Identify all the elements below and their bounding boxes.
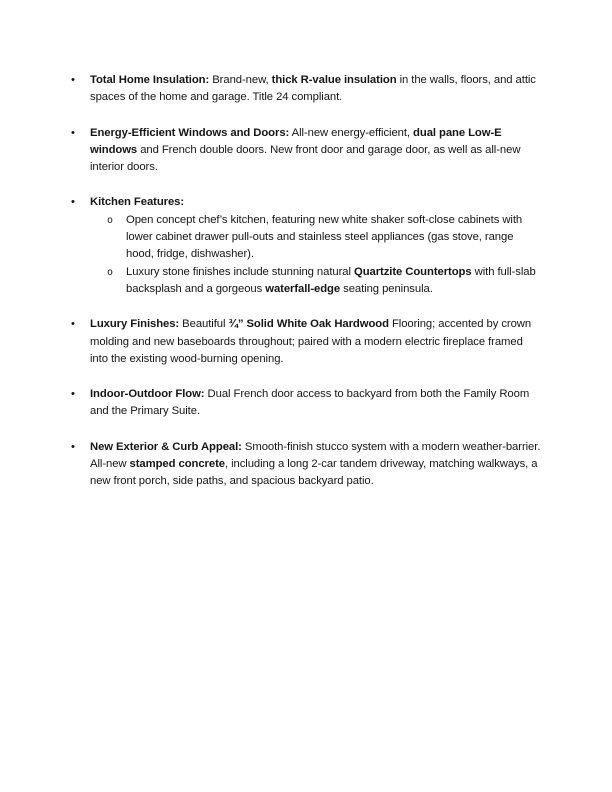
bullet-marker: • xyxy=(71,196,75,209)
text-run: Open concept chef’s kitchen, featuring new white shaker soft-close cabinets with lower cabinet drawer pull-outs and stainless steel appliances (gas stove, range hood, fridge, dishwasher). xyxy=(126,213,523,261)
bullet-list xyxy=(70,72,542,491)
sub-bullet-text xyxy=(126,266,536,295)
bullet-item xyxy=(70,439,542,491)
sub-bullet-marker: o xyxy=(107,215,113,227)
bullet-marker: • xyxy=(71,388,75,401)
text-run: waterfall-edge xyxy=(265,282,341,295)
sub-bullet-text xyxy=(126,214,522,261)
bullet-text xyxy=(90,388,529,417)
bullet-item xyxy=(70,72,542,107)
bullet-text xyxy=(90,127,520,174)
text-run: Indoor-Outdoor Flow: xyxy=(90,388,205,401)
text-run: Luxury stone finishes include stunning natural xyxy=(126,265,354,278)
text-run: and French double doors. New front door and garage door, as well as all-new interior doors. xyxy=(90,143,521,174)
text-run: New Exterior & Curb Appeal: xyxy=(90,440,242,453)
text-run: Smooth-finish stucco system with a modern weather-barrier. All-new xyxy=(90,440,541,471)
text-run: Quartzite Countertops xyxy=(353,265,472,278)
bullet-marker: • xyxy=(71,74,75,86)
text-run: Dual French door access to backyard from both the Family Room and the Primary Suite. xyxy=(90,388,530,418)
text-run: , including a long 2-car tandem driveway, matching walkways, a new front porch, side paths, and spacious backyard patio. xyxy=(90,458,538,488)
text-run: All-new energy-efficient, xyxy=(289,126,414,139)
sub-bullet-item xyxy=(106,212,542,264)
sub-bullet-item xyxy=(106,264,542,299)
bullet-text xyxy=(90,318,531,365)
text-run: ¾” Solid White Oak Hardwood xyxy=(228,318,389,331)
text-run: Energy-Efficient Windows and Doors: xyxy=(90,126,290,139)
text-run: Total Home Insulation: xyxy=(90,74,210,86)
bullet-item xyxy=(70,194,542,298)
bullet-text xyxy=(90,196,184,208)
text-run: in the walls, floors, and attic spaces of the home and garage. Title 24 compliant. xyxy=(90,74,536,104)
text-run: Luxury Finishes: xyxy=(90,318,180,331)
sub-bullet-list xyxy=(106,212,542,298)
text-run: thick R-value insulation xyxy=(271,74,397,86)
document-content xyxy=(70,72,542,491)
bullet-item xyxy=(70,125,542,177)
text-run: stamped concrete xyxy=(129,458,225,471)
bullet-marker: • xyxy=(71,440,75,453)
bullet-text xyxy=(90,74,536,103)
bullet-text xyxy=(90,441,540,488)
bullet-item xyxy=(70,386,542,421)
text-run: Kitchen Features: xyxy=(90,196,185,209)
text-run: Brand-new, xyxy=(209,74,272,86)
text-run: seating peninsula. xyxy=(340,282,433,295)
bullet-marker: • xyxy=(71,126,75,139)
sub-bullet-marker: o xyxy=(107,267,113,279)
bullet-item xyxy=(70,316,542,368)
text-run: dual pane Low-E windows xyxy=(90,126,502,156)
text-run: Flooring; accented by crown molding and new baseboards throughout; paired with a modern electric fireplace framed into the existing wood-burning opening. xyxy=(90,318,532,365)
text-run: with full-slab backsplash and a gorgeous xyxy=(126,265,536,295)
bullet-marker: • xyxy=(71,318,75,331)
text-run: Beautiful xyxy=(179,318,229,331)
